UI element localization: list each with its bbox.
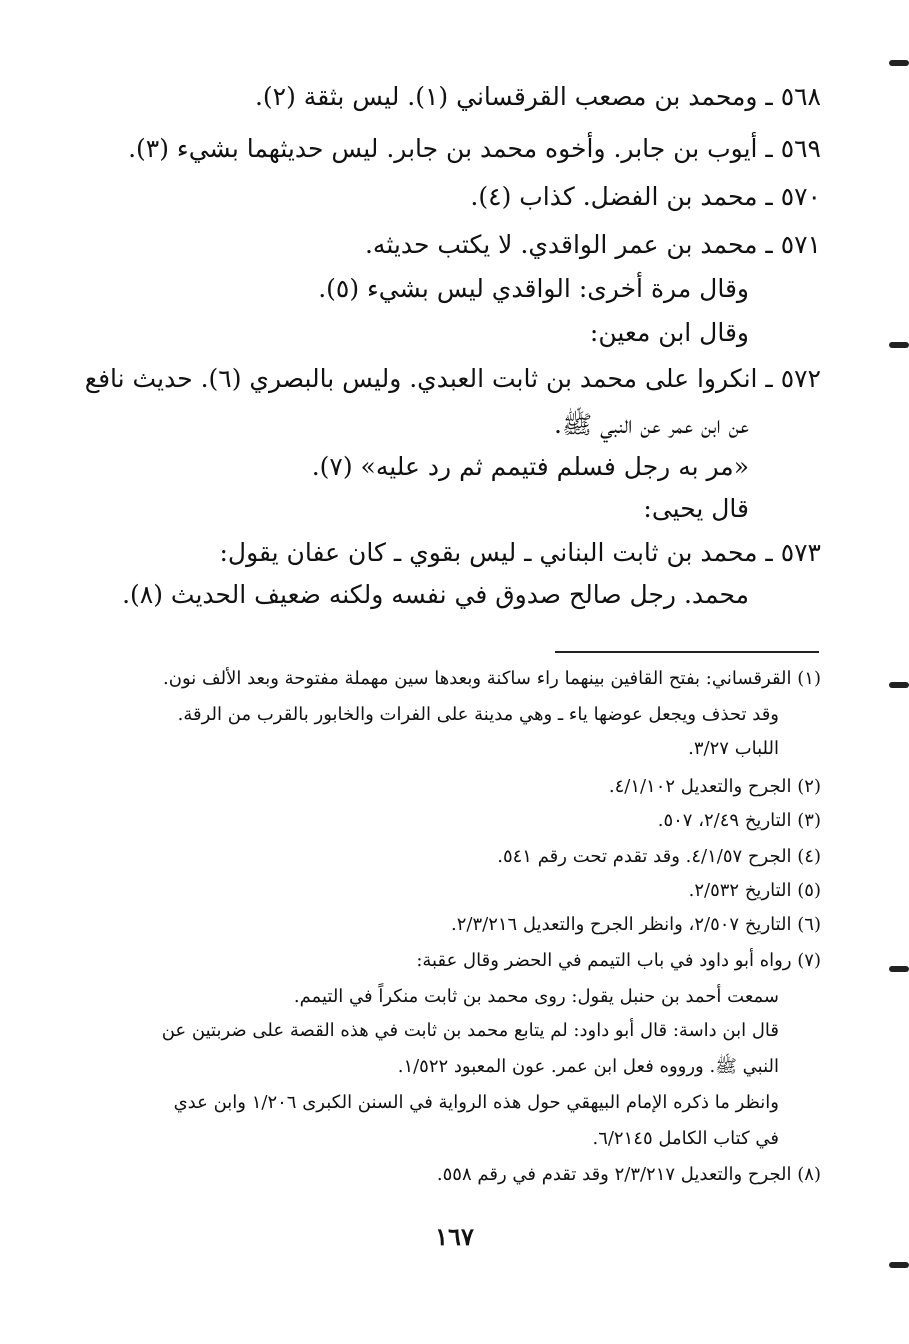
- margin-mark: [889, 1262, 909, 1268]
- footnote-line: (٤) الجرح ٤/١/٥٧. وقد تقدم تحت رقم ٥٤١.: [497, 846, 821, 867]
- footnote-separator: [555, 651, 819, 653]
- main-text-line: قال يحيى:: [643, 494, 749, 523]
- footnote-line: (٨) الجرح والتعديل ٢/٣/٢١٧ وقد تقدم في رقم ٥٥٨.: [436, 1164, 821, 1185]
- main-text-line: وقال مرة أخرى: الواقدي ليس بشيء (٥).: [318, 274, 749, 303]
- main-text-line: وقال ابن معين:: [589, 318, 749, 347]
- main-text-line: محمد. رجل صالح صدوق في نفسه ولكنه ضعيف الحديث (٨).: [122, 580, 749, 609]
- footnote-line: سمعت أحمد بن حنبل يقول: روى محمد بن ثابت منكراً في التيمم.: [293, 986, 779, 1007]
- footnote-line: (٢) الجرح والتعديل ٤/١/١٠٢.: [608, 776, 821, 797]
- main-text-line: ٥٦٩ ـ أيوب بن جابر. وأخوه محمد بن جابر. ليس حديثهما بشيء (٣).: [128, 134, 821, 163]
- main-text-line: «مر به رجل فسلم فتيمم ثم رد عليه» (٧).: [311, 452, 749, 481]
- main-text-line: عن ابن عمر عن النبي ﷺ.: [554, 410, 749, 439]
- main-text-line: ٥٧٢ ـ انكروا على محمد بن ثابت العبدي. وليس بالبصري (٦). حديث نافع: [84, 364, 821, 393]
- page-number: ١٦٧: [435, 1222, 474, 1251]
- footnote-line: (٦) التاريخ ٢/٥٠٧، وانظر الجرح والتعديل ٢/٣/٢١٦.: [451, 914, 821, 935]
- margin-mark: [889, 342, 909, 348]
- footnote-line: (٥) التاريخ ٢/٥٣٢.: [688, 880, 821, 901]
- footnote-line: وقد تحذف ويجعل عوضها ياء ـ وهي مدينة على الفرات والخابور بالقرب من الرقة.: [177, 704, 779, 725]
- main-text-line: ٥٧٠ ـ محمد بن الفضل. كذاب (٤).: [470, 182, 821, 211]
- footnote-line: (٧) رواه أبو داود في باب التيمم في الحضر وقال عقبة:: [416, 950, 821, 971]
- margin-mark: [889, 966, 909, 972]
- footnote-line: اللباب ٣/٢٧.: [688, 738, 779, 759]
- footnote-line: وانظر ما ذكره الإمام البيهقي حول هذه الرواية في السنن الكبرى ١/٢٠٦ وابن عدي: [173, 1092, 779, 1113]
- footnote-line: (١) القرقساني: بفتح القافين بينهما راء ساكنة وبعدها سين مهملة مفتوحة وبعد الألف نون.: [163, 668, 821, 689]
- margin-mark: [889, 682, 909, 688]
- main-text-line: ٥٦٨ ـ ومحمد بن مصعب القرقساني (١). ليس بثقة (٢).: [254, 82, 821, 111]
- main-text-line: ٥٧١ ـ محمد بن عمر الواقدي. لا يكتب حديثه.: [364, 230, 821, 259]
- footnote-line: في كتاب الكامل ٦/٢١٤٥.: [592, 1128, 779, 1149]
- footnote-line: النبي ﷺ. ورووه فعل ابن عمر. عون المعبود ١/٥٢٢.: [397, 1056, 779, 1077]
- footnote-line: قال ابن داسة: قال أبو داود: لم يتابع محمد بن ثابت في هذه القصة على ضربتين عن: [161, 1020, 779, 1041]
- footnote-line: (٣) التاريخ ٢/٤٩، ٥٠٧.: [657, 810, 821, 831]
- margin-mark: [889, 60, 909, 66]
- main-text-line: ٥٧٣ ـ محمد بن ثابت البناني ـ ليس بقوي ـ كان عفان يقول:: [219, 538, 821, 567]
